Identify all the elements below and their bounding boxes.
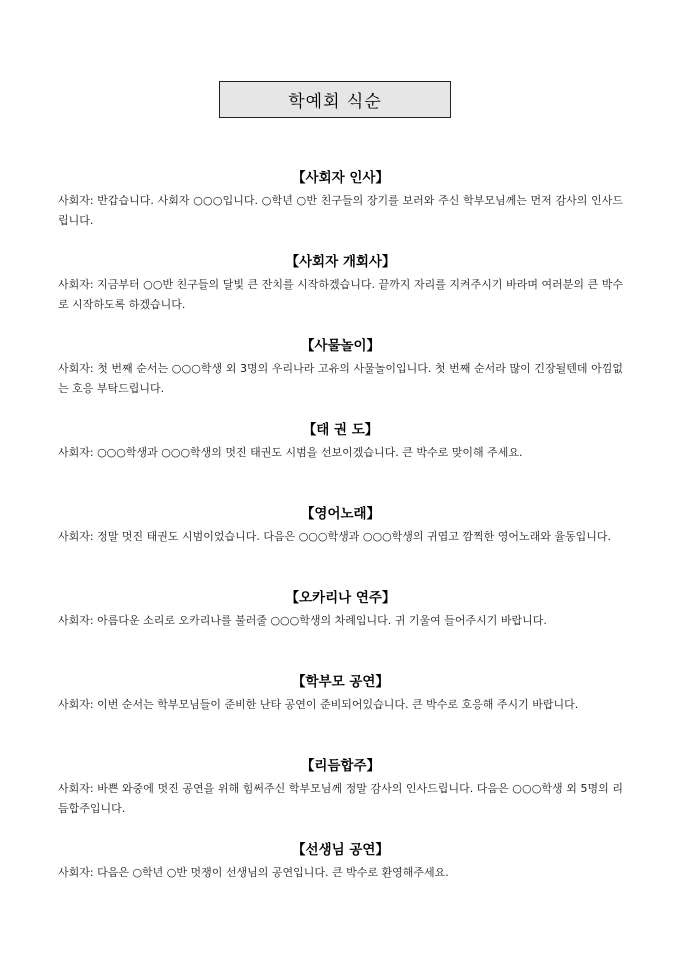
section-heading: 【태 권 도】 — [302, 422, 379, 438]
section-heading: 【선생님 공연】 — [292, 842, 389, 858]
section-parent-performance — [58, 673, 623, 757]
section-text: 사회자: 지금부터 ○○반 친구들의 달빛 큰 잔치를 시작하겠습니다. 끝까지 자리를 지켜주시기 바라며 여러분의 큰 박수로 시작하도록 하겠습니다. — [58, 278, 623, 311]
section-english-song — [58, 505, 623, 589]
section-text: 사회자: ○○○학생과 ○○○학생의 멋진 태권도 시범을 선보이겠습니다. 큰 박수로 맞이해 주세요. — [58, 446, 523, 459]
section-heading: 【영어노래】 — [300, 506, 381, 522]
section-text: 사회자: 이번 순서는 학부모님들이 준비한 난타 공연이 준비되어있습니다. 큰 박수로 호응해 주시기 바랍니다. — [58, 698, 579, 711]
section-heading: 【사회자 개회사】 — [285, 254, 396, 270]
section-heading: 【사회자 인사】 — [292, 170, 389, 186]
section-text: 사회자: 아름다운 소리로 오카리나를 불러줄 ○○○학생의 차례입니다. 귀 기울여 들어주시기 바랍니다. — [58, 614, 547, 627]
section-text: 사회자: 첫 번째 순서는 ○○○학생 외 3명의 우리나라 고유의 사물놀이입니다. 첫 번째 순서라 많이 긴장될텐데 아낌없는 호응 부탁드립니다. — [58, 362, 623, 395]
section-taekwondo — [58, 421, 623, 505]
section-text: 사회자: 정말 멋진 태권도 시범이었습니다. 다음은 ○○○학생과 ○○○학생의 귀엽고 깜찍한 영어노래와 율동입니다. — [58, 530, 612, 543]
section-host-greeting — [58, 169, 623, 253]
section-rhythm-ensemble — [58, 757, 623, 841]
section-teacher-performance — [58, 841, 623, 925]
section-text: 사회자: 바쁜 와중에 멋진 공연을 위해 힘써주신 학부모님께 정말 감사의 인사드립니다. 다음은 ○○○학생 외 5명의 리듬합주입니다. — [58, 782, 623, 815]
document-title: 학예회 식순 — [219, 81, 451, 118]
section-text: 사회자: 반갑습니다. 사회자 ○○○입니다. ○학년 ○반 친구들의 장기를 보러와 주신 학부모님께는 먼저 감사의 인사드립니다. — [58, 194, 623, 227]
section-ocarina — [58, 589, 623, 673]
section-samulnori — [58, 337, 623, 421]
section-heading: 【학부모 공연】 — [292, 674, 389, 690]
section-opening-address — [58, 253, 623, 337]
section-text: 사회자: 다음은 ○학년 ○반 멋쟁이 선생님의 공연입니다. 큰 박수로 환영해주세요. — [58, 866, 449, 879]
section-heading: 【오카리나 연주】 — [285, 590, 396, 606]
section-heading: 【사물놀이】 — [300, 338, 381, 354]
section-heading: 【리듬합주】 — [300, 758, 381, 774]
program-sections — [58, 169, 623, 925]
